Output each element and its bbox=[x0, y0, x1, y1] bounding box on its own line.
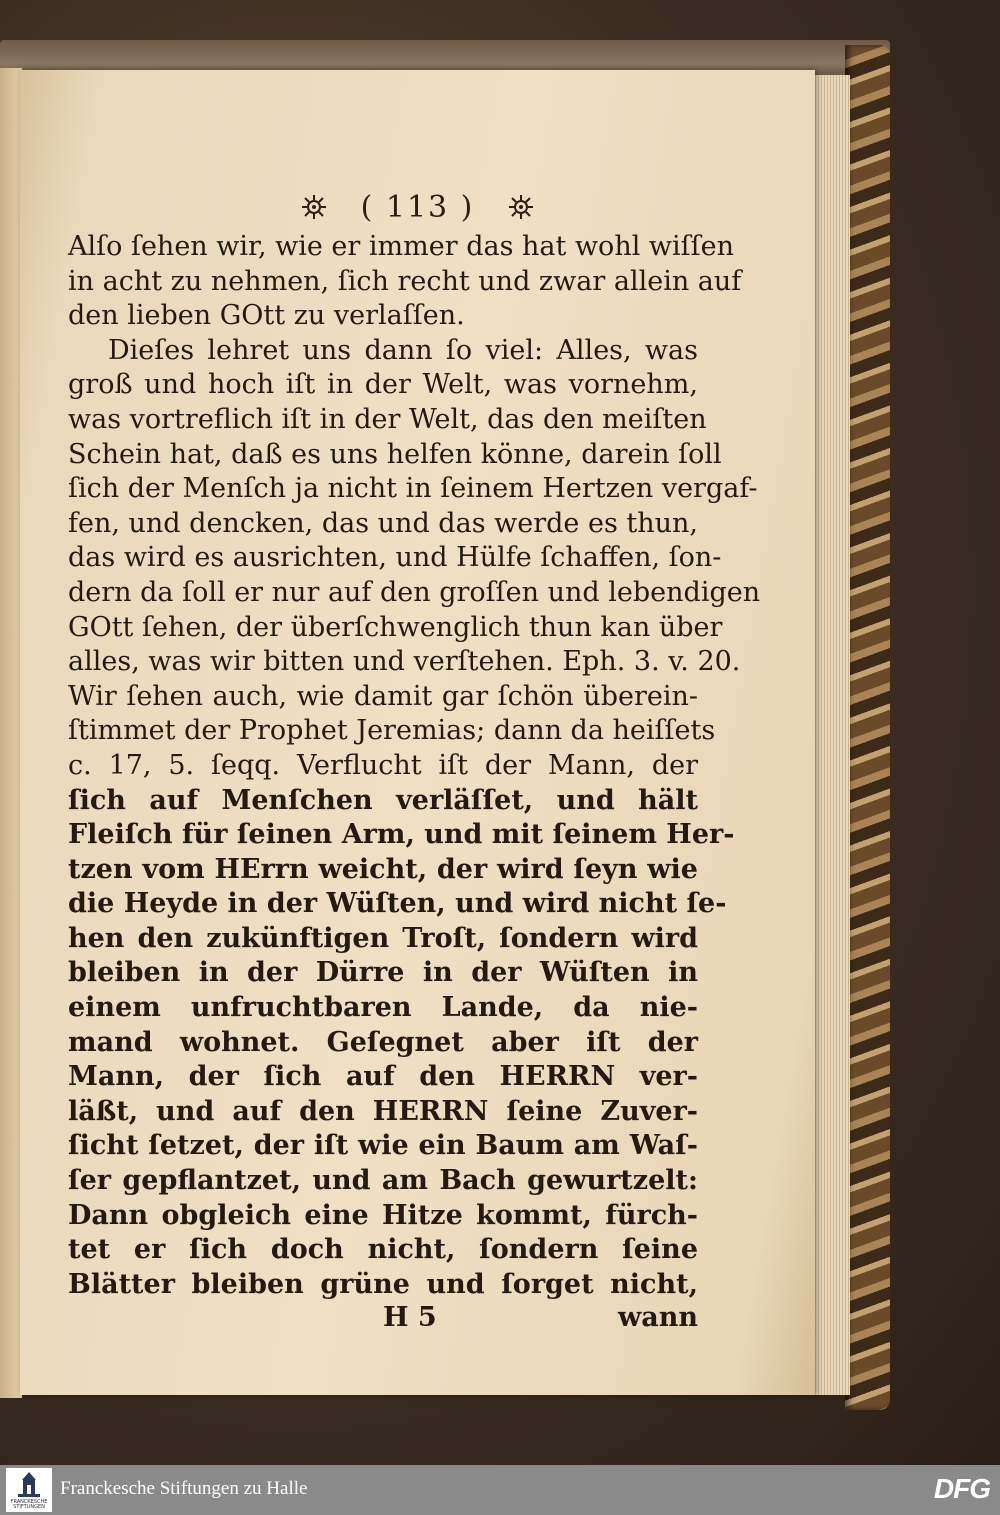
text-line: Fleiſch für ſeinen Arm, und mit ſeinem Her- bbox=[68, 819, 735, 851]
text-line: Alſo ſehen wir, wie er immer das hat wohl wiſſen bbox=[68, 231, 735, 262]
text-line: mand wohnet. Geſegnet aber iſt der bbox=[68, 1026, 698, 1058]
institution-name[interactable]: Franckesche Stiftungen zu Halle bbox=[60, 1478, 308, 1499]
text-line: dern da ſoll er nur auf den groſſen und lebendigen bbox=[68, 576, 761, 608]
body-text bbox=[68, 230, 761, 1302]
text-line: Blätter bleiben grüne und ſorget nicht, bbox=[68, 1268, 698, 1300]
text-line: die Heyde in der Wüſten, und wird nicht ſe- bbox=[68, 888, 727, 920]
ornament-icon bbox=[508, 194, 534, 220]
text-line: ſich der Menſch ja nicht in ſeinem Hertzen vergaf- bbox=[68, 473, 758, 505]
page-footer bbox=[68, 1302, 698, 1336]
facing-page-edge bbox=[0, 68, 22, 1398]
text-line: einem unfruchtbaren Lande, da nie- bbox=[68, 992, 698, 1024]
text-line: ſtimmet der Prophet Jeremias; dann da heiſſets bbox=[68, 715, 716, 747]
signature-mark: H 5 bbox=[383, 1302, 437, 1333]
text-line: fen, und dencken, das und das werde es thun, bbox=[68, 507, 698, 539]
book-page bbox=[20, 70, 815, 1395]
catchword: wann bbox=[618, 1302, 698, 1333]
text-line: ſer gepflantzet, und am Bach gewurtzelt: bbox=[68, 1165, 698, 1197]
text-line: Dieſes lehret uns dann ſo viel: Alles, was bbox=[108, 334, 698, 366]
text-line: GOtt ſehen, der überſchwenglich thun kan über bbox=[68, 611, 723, 643]
text-line: was vortreflich iſt in der Welt, das den meiſten bbox=[68, 403, 707, 435]
text-line: Dann obgleich eine Hitze kommt, fürch- bbox=[68, 1199, 698, 1231]
viewer-footer-bar bbox=[0, 1465, 1000, 1515]
text-line: Schein hat, daß es uns helfen könne, darein ſoll bbox=[68, 438, 722, 470]
text-line: tzen vom HErrn weicht, der wird ſeyn wie bbox=[68, 853, 698, 885]
marbled-cover-board bbox=[845, 45, 890, 1410]
dfg-logo[interactable]: DFG bbox=[933, 1473, 990, 1504]
text-line: Wir ſehen auch, wie damit gar ſchön überein- bbox=[68, 680, 698, 712]
text-line: das wird es ausrichten, und Hülfe ſchaffen, ſon- bbox=[68, 542, 722, 574]
logo-label: FRANCKESCHE STIFTUNGEN bbox=[10, 1499, 48, 1510]
text-line: in acht zu nehmen, ſich recht und zwar allein auf bbox=[68, 265, 742, 297]
institution-logo[interactable] bbox=[6, 1468, 52, 1512]
text-line: läßt, und auf den HERRN ſeine Zuver- bbox=[68, 1095, 698, 1127]
text-line: ſicht ſetzet, der iſt wie ein Baum am Waſ- bbox=[68, 1130, 698, 1162]
page-header bbox=[20, 190, 815, 225]
text-line: Mann, der ſich auf den HERRN ver- bbox=[68, 1061, 698, 1093]
text-line: bleiben in der Dürre in der Wüſten in bbox=[68, 957, 698, 989]
text-line: alles, was wir bitten und verſtehen. Eph. 3. v. 20. bbox=[68, 646, 741, 678]
text-line: groß und hoch iſt in der Welt, was vornehm, bbox=[68, 369, 698, 401]
text-line: den lieben GOtt zu verlaſſen. bbox=[68, 300, 465, 332]
text-line: c. 17, 5. ſeqq. Verflucht iſt der Mann, der bbox=[68, 749, 698, 781]
ornament-icon bbox=[301, 194, 327, 220]
text-line: tet er ſich doch nicht, ſondern ſeine bbox=[68, 1234, 698, 1266]
text-line: hen den zukünftigen Troſt, ſondern wird bbox=[68, 922, 698, 954]
text-line: ſich auf Menſchen verläſſet, und hält bbox=[68, 784, 698, 816]
page-number: ( 113 ) bbox=[360, 190, 475, 225]
